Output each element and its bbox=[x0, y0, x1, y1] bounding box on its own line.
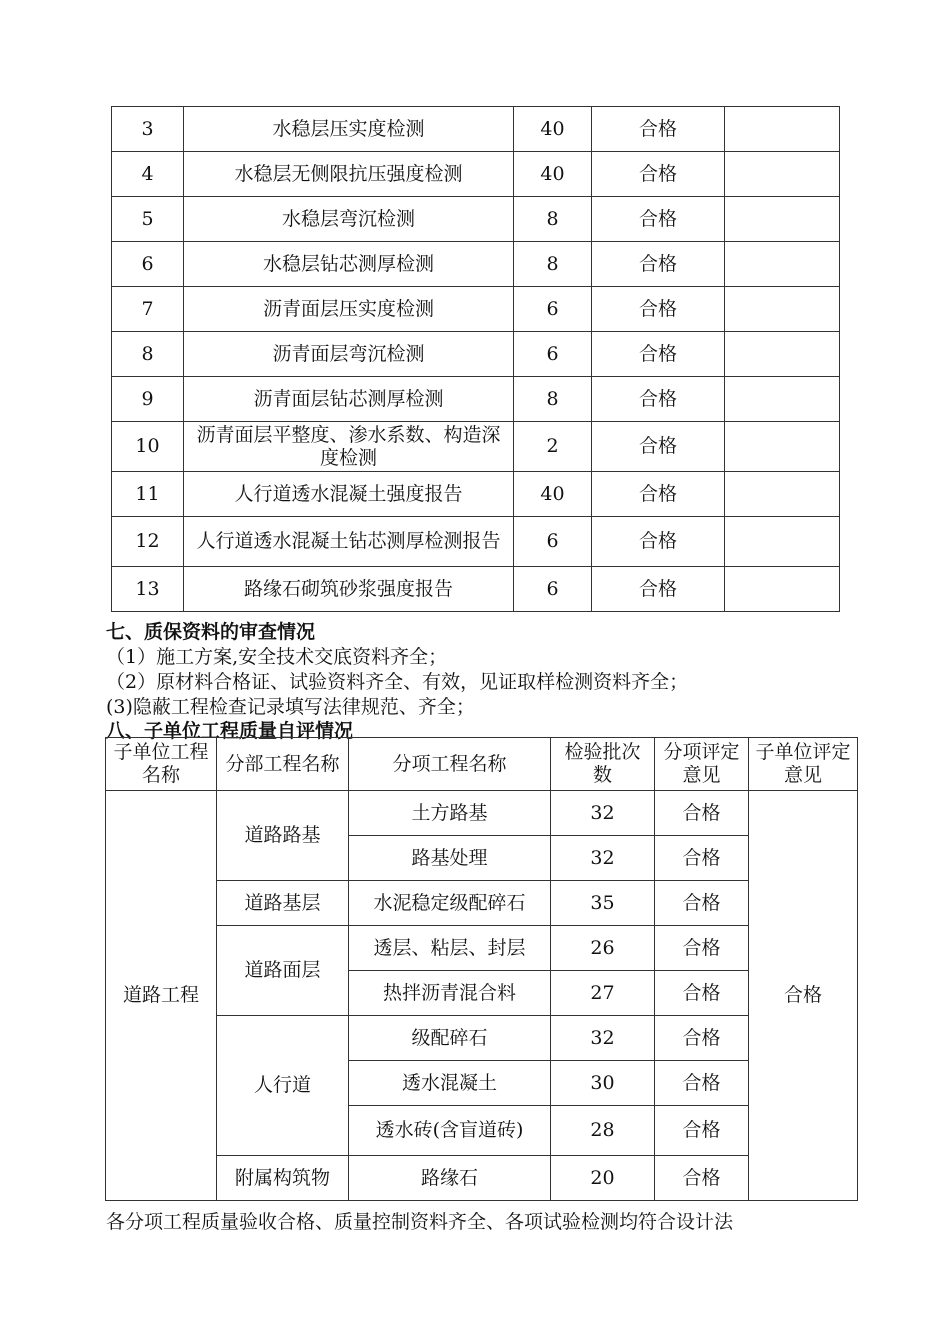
test-count: 8 bbox=[514, 197, 592, 242]
section7-item-1: （1）施工方案,安全技术交底资料齐全； bbox=[106, 646, 448, 668]
item-evaluation: 合格 bbox=[655, 1016, 749, 1061]
footer-paragraph: 各分项工程质量验收合格、质量控制资料齐全、各项试验检测均符合设计法 bbox=[106, 1211, 734, 1233]
sub-unit-result: 合格 bbox=[749, 791, 858, 1201]
table-row bbox=[106, 881, 858, 926]
table-row bbox=[112, 242, 840, 287]
test-result: 合格 bbox=[592, 377, 725, 422]
row-number: 7 bbox=[112, 287, 184, 332]
test-result: 合格 bbox=[592, 107, 725, 152]
item-name: 水泥稳定级配碎石 bbox=[349, 881, 551, 926]
remark-cell bbox=[725, 422, 840, 472]
row-number: 8 bbox=[112, 332, 184, 377]
test-item-name: 人行道透水混凝土钻芯测厚检测报告 bbox=[184, 517, 514, 567]
test-item-name: 水稳层弯沉检测 bbox=[184, 197, 514, 242]
header-division: 分部工程名称 bbox=[217, 738, 349, 791]
test-count: 6 bbox=[514, 517, 592, 567]
batch-count: 27 bbox=[551, 971, 655, 1016]
item-name: 级配碎石 bbox=[349, 1016, 551, 1061]
test-item-name: 水稳层压实度检测 bbox=[184, 107, 514, 152]
remark-cell bbox=[725, 107, 840, 152]
header-item: 分项工程名称 bbox=[349, 738, 551, 791]
test-count: 40 bbox=[514, 152, 592, 197]
remark-cell bbox=[725, 287, 840, 332]
remark-cell bbox=[725, 567, 840, 612]
item-name: 透水混凝土 bbox=[349, 1061, 551, 1106]
table-row bbox=[106, 1156, 858, 1201]
item-name: 热拌沥青混合料 bbox=[349, 971, 551, 1016]
table-row bbox=[112, 332, 840, 377]
division-name: 附属构筑物 bbox=[217, 1156, 349, 1201]
test-item-name: 沥青面层压实度检测 bbox=[184, 287, 514, 332]
batch-count: 26 bbox=[551, 926, 655, 971]
test-result: 合格 bbox=[592, 242, 725, 287]
item-evaluation: 合格 bbox=[655, 1156, 749, 1201]
division-name: 道路基层 bbox=[217, 881, 349, 926]
section7-item-2: （2）原材料合格证、试验资料齐全、有效，见证取样检测资料齐全； bbox=[106, 671, 689, 693]
header-batches: 检验批次数 bbox=[551, 738, 655, 791]
header-unit-eval: 子单位评定意见 bbox=[749, 738, 858, 791]
test-item-name: 人行道透水混凝土强度报告 bbox=[184, 472, 514, 517]
batch-count: 32 bbox=[551, 1016, 655, 1061]
test-item-name: 水稳层钻芯测厚检测 bbox=[184, 242, 514, 287]
table-row bbox=[106, 1016, 858, 1061]
table-row bbox=[112, 152, 840, 197]
table-row bbox=[106, 791, 858, 836]
table-row bbox=[112, 517, 840, 567]
item-name: 路基处理 bbox=[349, 836, 551, 881]
table-row bbox=[112, 472, 840, 517]
test-item-name: 沥青面层钻芯测厚检测 bbox=[184, 377, 514, 422]
test-count: 8 bbox=[514, 377, 592, 422]
row-number: 11 bbox=[112, 472, 184, 517]
division-name: 道路面层 bbox=[217, 926, 349, 1016]
remark-cell bbox=[725, 377, 840, 422]
section8-title: 八、子单位工程质量自评情况 bbox=[106, 720, 354, 742]
batch-count: 28 bbox=[551, 1106, 655, 1156]
test-count: 6 bbox=[514, 287, 592, 332]
row-number: 4 bbox=[112, 152, 184, 197]
test-result: 合格 bbox=[592, 422, 725, 472]
test-count: 40 bbox=[514, 472, 592, 517]
remark-cell bbox=[725, 152, 840, 197]
batch-count: 32 bbox=[551, 791, 655, 836]
test-result: 合格 bbox=[592, 332, 725, 377]
table-row bbox=[112, 197, 840, 242]
row-number: 6 bbox=[112, 242, 184, 287]
item-evaluation: 合格 bbox=[655, 971, 749, 1016]
section7-item-3: (3)隐蔽工程检查记录填写法律规范、齐全； bbox=[106, 696, 475, 718]
test-result: 合格 bbox=[592, 287, 725, 332]
table-row bbox=[106, 926, 858, 971]
remark-cell bbox=[725, 242, 840, 287]
item-name: 透水砖(含盲道砖) bbox=[349, 1106, 551, 1156]
batch-count: 30 bbox=[551, 1061, 655, 1106]
test-count: 2 bbox=[514, 422, 592, 472]
item-evaluation: 合格 bbox=[655, 1061, 749, 1106]
batch-count: 20 bbox=[551, 1156, 655, 1201]
sub-unit-evaluation-table bbox=[105, 737, 858, 1201]
item-evaluation: 合格 bbox=[655, 926, 749, 971]
table-row bbox=[112, 422, 840, 472]
test-results-table bbox=[111, 106, 840, 612]
item-name: 土方路基 bbox=[349, 791, 551, 836]
batch-count: 32 bbox=[551, 836, 655, 881]
test-count: 6 bbox=[514, 567, 592, 612]
batch-count: 35 bbox=[551, 881, 655, 926]
test-item-name: 沥青面层平整度、渗水系数、构造深度检测 bbox=[184, 422, 514, 472]
remark-cell bbox=[725, 472, 840, 517]
test-count: 40 bbox=[514, 107, 592, 152]
row-number: 3 bbox=[112, 107, 184, 152]
test-item-name: 水稳层无侧限抗压强度检测 bbox=[184, 152, 514, 197]
header-item-eval: 分项评定意见 bbox=[655, 738, 749, 791]
remark-cell bbox=[725, 332, 840, 377]
table-row bbox=[112, 567, 840, 612]
row-number: 12 bbox=[112, 517, 184, 567]
test-result: 合格 bbox=[592, 517, 725, 567]
test-count: 6 bbox=[514, 332, 592, 377]
remark-cell bbox=[725, 517, 840, 567]
item-evaluation: 合格 bbox=[655, 881, 749, 926]
division-name: 道路路基 bbox=[217, 791, 349, 881]
item-name: 透层、粘层、封层 bbox=[349, 926, 551, 971]
test-item-name: 路缘石砌筑砂浆强度报告 bbox=[184, 567, 514, 612]
test-count: 8 bbox=[514, 242, 592, 287]
division-name: 人行道 bbox=[217, 1016, 349, 1156]
item-name: 路缘石 bbox=[349, 1156, 551, 1201]
test-result: 合格 bbox=[592, 567, 725, 612]
remark-cell bbox=[725, 197, 840, 242]
test-result: 合格 bbox=[592, 152, 725, 197]
row-number: 5 bbox=[112, 197, 184, 242]
table-row bbox=[112, 287, 840, 332]
header-row bbox=[106, 738, 858, 791]
row-number: 13 bbox=[112, 567, 184, 612]
header-sub-unit: 子单位工程名称 bbox=[106, 738, 217, 791]
item-evaluation: 合格 bbox=[655, 791, 749, 836]
item-evaluation: 合格 bbox=[655, 1106, 749, 1156]
table-row bbox=[112, 377, 840, 422]
section7-title: 七、质保资料的审查情况 bbox=[106, 621, 316, 643]
row-number: 9 bbox=[112, 377, 184, 422]
table-row bbox=[112, 107, 840, 152]
test-item-name: 沥青面层弯沉检测 bbox=[184, 332, 514, 377]
sub-unit-name: 道路工程 bbox=[106, 791, 217, 1201]
item-evaluation: 合格 bbox=[655, 836, 749, 881]
test-result: 合格 bbox=[592, 472, 725, 517]
test-result: 合格 bbox=[592, 197, 725, 242]
row-number: 10 bbox=[112, 422, 184, 472]
